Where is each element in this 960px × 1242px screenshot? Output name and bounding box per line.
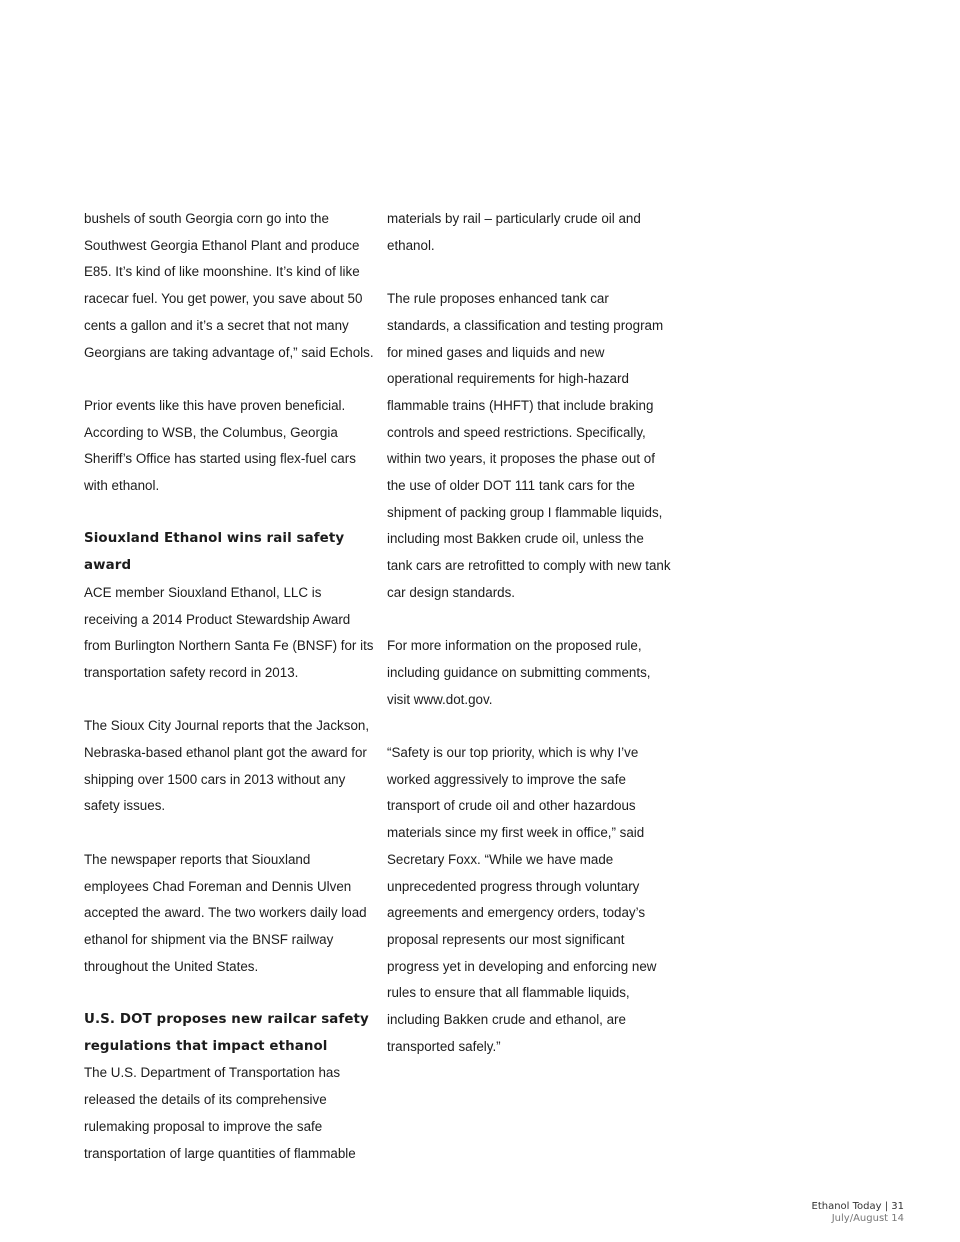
left-column [84,206,374,1167]
article-paragraph: The U.S. Department of Transportation has released the details of its comprehensive rulemaking proposal to improve the safe transportation of large quantities of flammable [84,1065,356,1161]
section-heading-siouxland: Siouxland Ethanol wins rail safety award [84,531,345,574]
article-paragraph: “Safety is our top priority, which is why I’ve worked aggressively to improve the safe transport of crude oil and other hazardous materials since my first week in office,” said Secretary Foxx. “While we have made unprecedented progress through voluntary agreements and emergency orders, today’s proposal represents our most significant progress yet in developing and enforcing new rules to ensure that all flammable liquids, including Bakken crude and ethanol, are transported safely.” [387,745,657,1054]
article-paragraph: The rule proposes enhanced tank car standards, a classification and testing program for mined gases and liquids and new operational requirements for high-hazard flammable trains (HHFT) that include braking controls and speed restrictions. Specifically, within two years, it proposes the phase out of the use of older DOT 111 tank cars for the shipment of packing group I flammable liquids, including most Bakken crude oil, unless the tank cars are retrofitted to comply with new tank car design standards. [387,291,671,600]
article-paragraph: materials by rail – particularly crude oil and ethanol. [387,211,641,253]
publication-page-number: Ethanol Today | 31 [811,1201,904,1212]
page-footer [812,1201,905,1225]
article-paragraph: The Sioux City Journal reports that the Jackson, Nebraska-based ethanol plant got the award for shipping over 1500 cars in 2013 without any safety issues. [84,718,370,814]
article-paragraph: bushels of south Georgia corn go into the Southwest Georgia Ethanol Plant and produce E85. It’s kind of like moonshine. It’s kind of like racecar fuel. You get power, you save about 50 cents a gallon and it’s a secret that not many Georgians are taking advantage of,” said Echols. [84,211,374,360]
article-paragraph: Prior events like this have proven beneficial. According to WSB, the Columbus, Georgia Sheriff’s Office has started using flex-fuel cars with ethanol. [84,397,356,494]
section-heading-dot: U.S. DOT proposes new railcar safety regulations that impact ethanol [84,1012,369,1054]
article-paragraph: The newspaper reports that Siouxland employees Chad Foreman and Dennis Ulven accepted the award. The two workers daily load ethanol for shipment via the BNSF railway throughout the United States. [84,851,367,974]
article-paragraph: For more information on the proposed rule, including guidance on submitting comments, visit www.dot.gov. [387,638,651,707]
issue-date: July/August 14 [831,1213,904,1224]
article-paragraph: ACE member Siouxland Ethanol, LLC is receiving a 2014 Product Stewardship Award from Burlington Northern Santa Fe (BNSF) for its transportation safety record in 2013. [84,584,374,680]
right-column [387,206,672,1060]
